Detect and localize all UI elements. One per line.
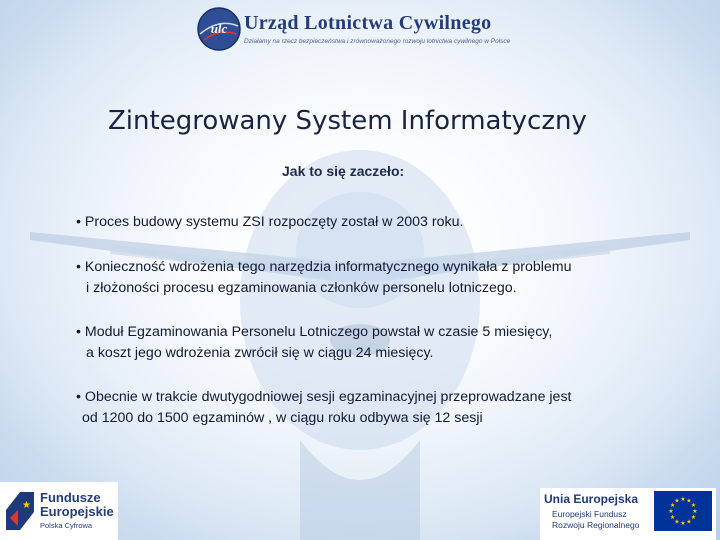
eu-star-icon: ★	[668, 508, 674, 515]
eu-logo-title: Unia Europejska	[544, 492, 639, 506]
bullet-item	[76, 212, 463, 233]
eu-star-icon: ★	[692, 508, 698, 515]
organization-name: Urząd Lotnictwa Cywilnego	[244, 12, 492, 34]
unia-europejska-logo	[540, 488, 716, 540]
eu-star-icon: ★	[674, 497, 680, 505]
eu-logo-line2: Rozwoju Regionalnego	[552, 520, 640, 530]
eu-logo-line1: Europejski Fundusz	[552, 509, 627, 519]
svg-text:★: ★	[22, 500, 31, 511]
fe-logo-line3: Polska Cyfrowa	[40, 521, 93, 530]
ulc-header-logo	[196, 6, 556, 52]
bullet-line: • Obecnie w trakcie dwutygodniowej sesji egzaminacyjnej przeprowadzane jest	[76, 389, 572, 405]
bullet-line: • Proces budowy systemu ZSI rozpoczęty został w 2003 roku.	[76, 214, 464, 230]
eu-star-icon: ★	[690, 514, 697, 521]
eu-star-icon: ★	[674, 518, 680, 526]
bullet-item	[76, 257, 571, 299]
organization-motto: Działamy na rzecz bezpieczeństwa i zrównoważonego rozwoju lotnictwa cywilnego w Polsce	[244, 38, 511, 45]
eu-star-icon: ★	[690, 502, 697, 509]
fe-logo-line1: Fundusze	[40, 490, 101, 505]
bullet-line-continuation: i złożoności procesu egzaminowania członków personelu lotniczego.	[86, 280, 517, 296]
eu-star-icon: ★	[669, 502, 676, 509]
slide-subtitle: Jak to się zaczeło:	[282, 163, 405, 179]
bullet-line: • Moduł Egzaminowania Personelu Lotniczego powstał w czasie 5 miesięcy,	[76, 324, 553, 340]
bullet-item	[76, 322, 552, 364]
ulc-emblem-icon	[196, 6, 242, 52]
slide-title: Zintegrowany System Informatyczny	[108, 106, 587, 136]
eu-star-icon: ★	[686, 518, 692, 526]
emblem-letters: ulc	[210, 21, 228, 36]
bullet-line-continuation: od 1200 do 1500 egzaminów , w ciągu roku odbywa się 12 sesji	[82, 410, 483, 426]
fe-logo-line2: Europejskie	[40, 504, 114, 519]
bullet-line: • Konieczność wdrożenia tego narzędzia informatycznego wynikała z problemu	[76, 259, 572, 275]
fundusze-europejskie-logo	[0, 482, 118, 540]
eu-star-icon: ★	[686, 497, 692, 505]
bullet-item	[76, 387, 571, 429]
eu-flag-icon	[654, 491, 712, 531]
eu-star-icon: ★	[669, 514, 676, 521]
eu-star-icon: ★	[680, 520, 686, 527]
fundusze-europejskie-mark-icon	[4, 488, 36, 534]
eu-star-icon: ★	[680, 496, 686, 503]
bullet-line-continuation: a koszt jego wdrożenia zwrócił się w ciągu 24 miesięcy.	[86, 345, 434, 361]
